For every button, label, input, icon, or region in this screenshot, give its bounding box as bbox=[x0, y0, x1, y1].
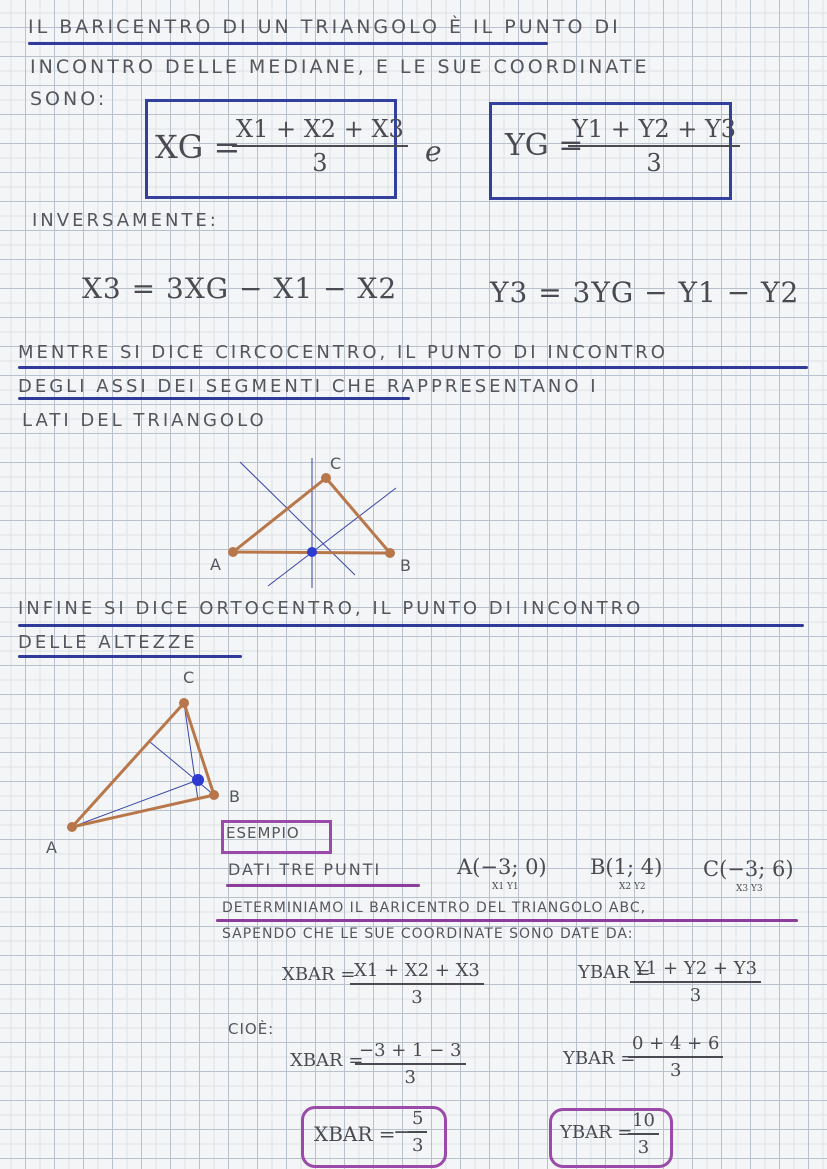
point-b: B(1; 4) bbox=[590, 855, 663, 879]
xbar-result-lhs: XBAR = bbox=[314, 1122, 396, 1146]
and-word: e bbox=[425, 135, 442, 168]
orto-line-2: DELLE ALTEZZE bbox=[18, 632, 198, 653]
point-c-sub: X3 Y3 bbox=[736, 884, 763, 894]
ybar2-denominator: 3 bbox=[669, 1060, 682, 1081]
xbar-lhs: XBAR = bbox=[282, 964, 356, 985]
orto-label-c: C bbox=[183, 668, 195, 687]
ybar-result-numerator: 10 bbox=[628, 1110, 659, 1135]
given-underline bbox=[226, 884, 420, 887]
xbar2-denominator: 3 bbox=[404, 1067, 416, 1088]
inverse-label: INVERSAMENTE: bbox=[32, 210, 219, 231]
xg-denominator: 3 bbox=[312, 149, 328, 177]
ybar-denominator: 3 bbox=[689, 985, 702, 1006]
point-b-sub: X2 Y2 bbox=[619, 882, 646, 892]
ybar2-fraction bbox=[628, 1033, 723, 1081]
cioe-label: CIOÈ: bbox=[228, 1020, 275, 1038]
xbar-numerator: X1 + X2 + X3 bbox=[350, 960, 484, 985]
orto-label-a: A bbox=[46, 838, 57, 857]
ybar-fraction bbox=[630, 958, 761, 1006]
xbar2-fraction bbox=[355, 1040, 466, 1088]
yg-denominator: 3 bbox=[646, 149, 662, 177]
yg-lhs: YG = bbox=[505, 128, 584, 163]
intro-line-2: INCONTRO DELLE MEDIANE, E LE SUE COORDINATE bbox=[30, 56, 650, 78]
x3-formula: X3 = 3XG − X1 − X2 bbox=[82, 272, 398, 305]
orto-label-b: B bbox=[229, 787, 240, 806]
xbar-result-fraction bbox=[408, 1108, 427, 1156]
xg-numerator: X1 + X2 + X3 bbox=[232, 115, 408, 147]
circ-line-3: LATI DEL TRIANGOLO bbox=[22, 410, 267, 431]
xbar-result-numerator: 5 bbox=[408, 1108, 427, 1133]
side-ab-2 bbox=[72, 795, 214, 827]
orto-line-1: INFINE SI DICE ORTOCENTRO, IL PUNTO DI INCONTRO bbox=[18, 598, 644, 619]
point-a-sub: X1 Y1 bbox=[492, 882, 519, 892]
example-title: ESEMPIO bbox=[226, 824, 300, 842]
vertex-c2-dot bbox=[179, 698, 189, 708]
xg-lhs: XG = bbox=[155, 128, 241, 166]
circ-label-b: B bbox=[400, 556, 411, 575]
xbar-fraction bbox=[350, 960, 484, 1008]
circ-label-a: A bbox=[210, 555, 221, 574]
xbar-denominator: 3 bbox=[411, 987, 423, 1008]
xbar-result-denominator: 3 bbox=[412, 1135, 424, 1156]
xbar-result-sign: − bbox=[393, 1120, 412, 1145]
ybar2-lhs: YBAR = bbox=[563, 1048, 636, 1069]
yg-numerator: Y1 + Y2 + Y3 bbox=[568, 115, 740, 147]
xbar2-numerator: −3 + 1 − 3 bbox=[355, 1040, 466, 1065]
ybar-numerator: Y1 + Y2 + Y3 bbox=[630, 958, 761, 983]
ybar-lhs: YBAR = bbox=[578, 962, 651, 983]
orthocenter-dot bbox=[192, 774, 204, 786]
intro-line-3: SONO: bbox=[30, 88, 108, 110]
xbar2-lhs: XBAR = bbox=[290, 1050, 364, 1071]
circ-line-2: DEGLI ASSI DEI SEGMENTI CHE RAPPRESENTANO I bbox=[18, 376, 599, 397]
y3-formula: Y3 = 3YG − Y1 − Y2 bbox=[490, 276, 800, 309]
intro-line-1: IL BARICENTRO DI UN TRIANGOLO È IL PUNTO DI bbox=[28, 16, 621, 38]
vertex-b2-dot bbox=[209, 790, 219, 800]
circ-line-1: MENTRE SI DICE CIRCOCENTRO, IL PUNTO DI INCONTRO bbox=[18, 342, 668, 363]
ybar-result-denominator: 3 bbox=[637, 1137, 650, 1158]
task-line-2: SAPENDO CHE LE SUE COORDINATE SONO DATE DA: bbox=[222, 926, 634, 942]
given-label: DATI TRE PUNTI bbox=[228, 860, 382, 879]
point-c: C(−3; 6) bbox=[703, 857, 794, 881]
circ-label-c: C bbox=[330, 454, 342, 473]
ybar-result-lhs: YBAR = bbox=[560, 1122, 633, 1143]
task-line-1: DETERMINIAMO IL BARICENTRO DEL TRIANGOLO ABC, bbox=[222, 900, 647, 916]
vertex-a2-dot bbox=[67, 822, 77, 832]
ybar2-numerator: 0 + 4 + 6 bbox=[628, 1033, 723, 1058]
point-a: A(−3; 0) bbox=[457, 855, 547, 879]
ybar-result-fraction bbox=[628, 1110, 659, 1158]
altitudes bbox=[72, 703, 214, 827]
side-ac-2 bbox=[72, 703, 184, 827]
task-underline bbox=[216, 919, 798, 922]
